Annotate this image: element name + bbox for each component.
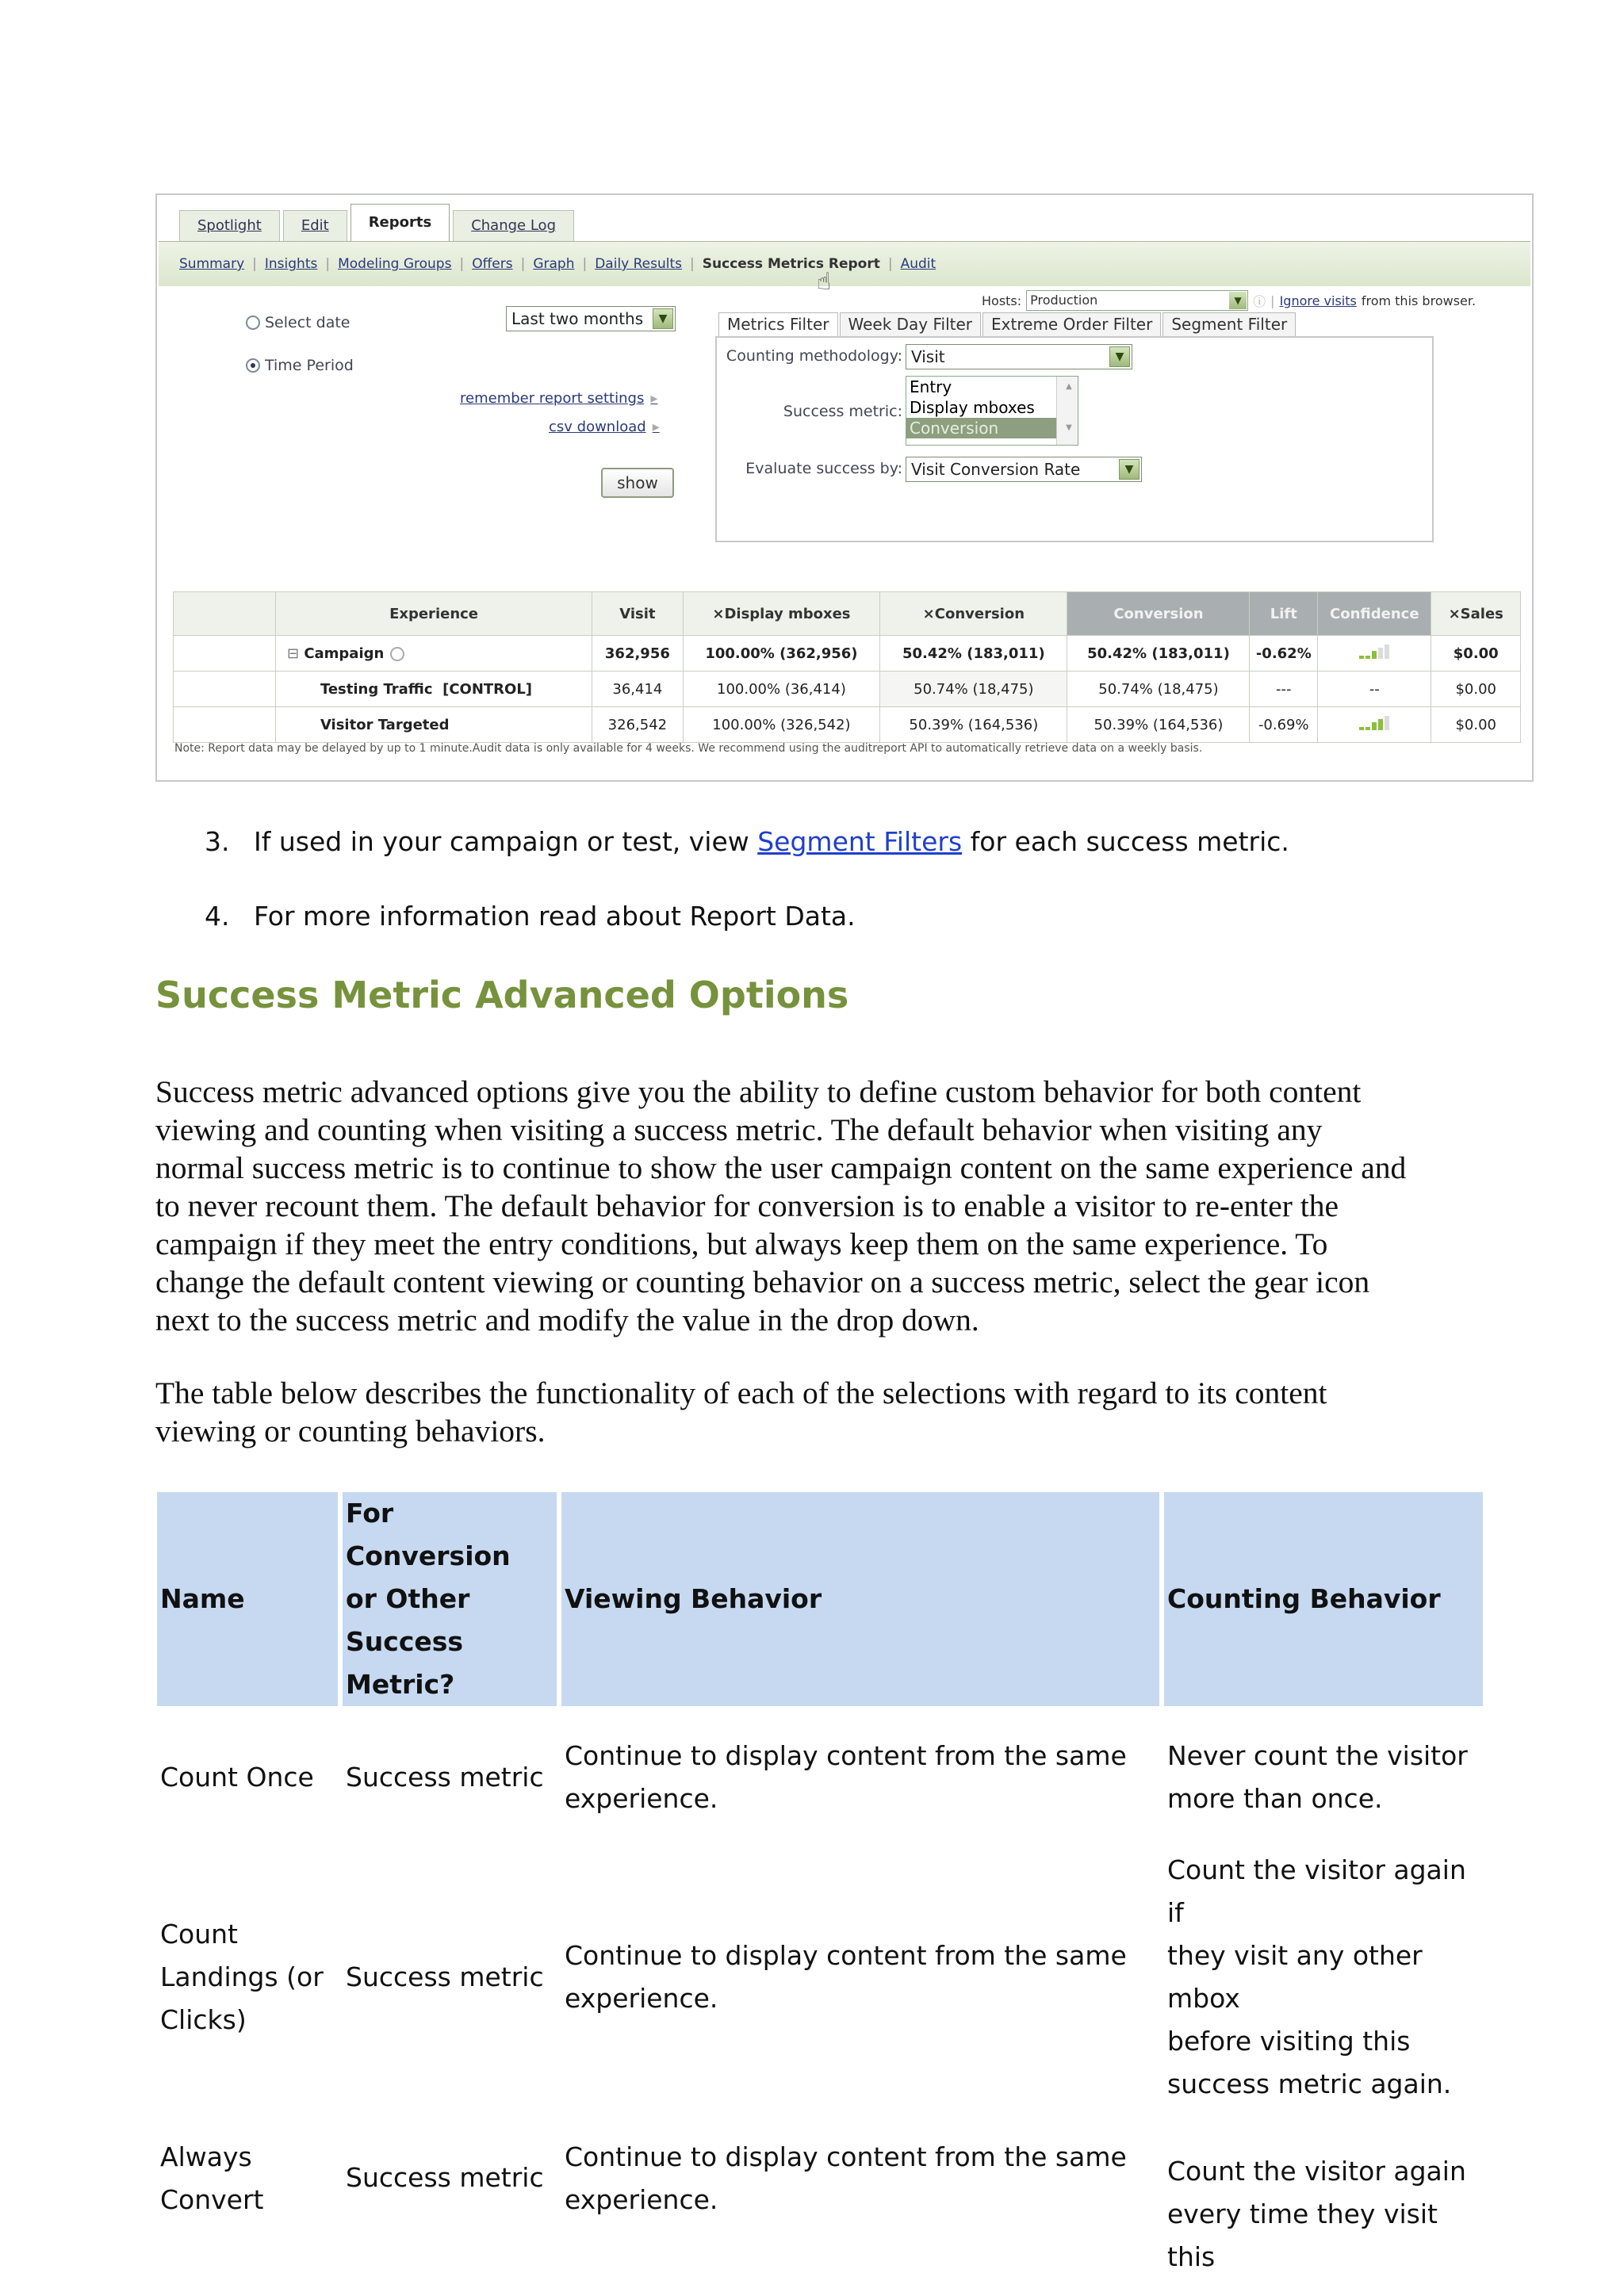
counting-label: Counting methodology:: [726, 347, 902, 365]
table-row: Always Convert Success metric Continue to display content from the same experience. Count the visitor again every time they visit this: [160, 2141, 1466, 2272]
radio-circle-icon: [246, 316, 260, 330]
subnav-success-metrics-report[interactable]: Success Metrics Report: [702, 256, 880, 272]
hosts-row: Hosts: Production ▼ ⓘ | Ignore visits from this browser.: [982, 290, 1476, 311]
col-lift[interactable]: Lift: [1250, 592, 1318, 636]
header-conversion-or-other: For Conversion or Other Success Metric?: [343, 1492, 557, 1706]
subnav-daily-results[interactable]: Daily Results: [595, 256, 683, 272]
results-table: [173, 591, 1521, 743]
counting-select[interactable]: [906, 344, 1132, 369]
paragraph-table-intro: The table below describes the functionality of each of the selections with regard to its content viewing or counting behaviors.: [155, 1376, 1327, 1448]
collapse-icon[interactable]: ⊟: [286, 645, 300, 662]
segment-filters-link[interactable]: Segment Filters: [757, 826, 963, 857]
period-value: Last two months: [511, 309, 644, 328]
success-metric-label: Success metric:: [783, 403, 902, 420]
report-note: Note: Report data may be delayed by up to 1 minute.Audit data is only available for 4 weeks. We recommend using the auditreport API to automatically retrieve data on a weekly basis.: [174, 742, 1203, 755]
subnav-modeling-groups[interactable]: Modeling Groups: [338, 256, 452, 272]
tab-change-log[interactable]: Change Log: [453, 210, 574, 241]
chevron-down-icon: ▼: [1119, 459, 1139, 480]
period-select[interactable]: [506, 306, 676, 331]
radio-selected-icon: [246, 358, 260, 373]
table-row: Count Once Success metric Continue to display content from the same experience. Never count the visitor more than once.: [160, 1740, 1468, 1814]
option-display-mboxes[interactable]: Display mboxes: [910, 398, 1035, 417]
header-counting-behavior: Counting Behavior: [1164, 1492, 1483, 1706]
chevron-down-icon: ▼: [653, 308, 673, 329]
confidence-bars-icon: [1359, 645, 1389, 659]
ignore-visits-suffix: from this browser.: [1361, 293, 1477, 308]
subnav-audit[interactable]: Audit: [900, 256, 936, 272]
show-button[interactable]: show: [601, 468, 674, 498]
col-sales[interactable]: ×Sales: [1431, 592, 1521, 636]
options-table: [152, 1492, 1488, 2282]
tab-metrics-filter[interactable]: Metrics Filter: [718, 312, 838, 337]
time-period-label: Time Period: [265, 357, 354, 374]
csv-download-link[interactable]: csv download ▸: [549, 419, 660, 435]
report-screenshot: [155, 193, 1534, 782]
hosts-label: Hosts:: [982, 293, 1022, 308]
select-date-radio[interactable]: [246, 314, 350, 331]
tab-segment-filter[interactable]: Segment Filter: [1162, 312, 1296, 337]
tab-spotlight[interactable]: Spotlight: [179, 210, 280, 241]
report-subnav: Summary | Insights | Modeling Groups | Offers | Graph | Daily Results | Success Metrics Report | Audit: [159, 241, 1530, 286]
table-row: Count Landings (or Clicks) Success metric Continue to display content from the same experience. Count the visitor again if they visit any other mbox before visiting this success metric again.: [160, 1854, 1466, 2099]
subnav-insights[interactable]: Insights: [264, 256, 318, 272]
header-viewing-behavior: Viewing Behavior: [561, 1492, 1159, 1706]
subnav-summary[interactable]: Summary: [179, 256, 245, 272]
table-row: ⊟ Campaign 362,956 100.00% (362,956) 50.42% (183,011) 50.42% (183,011) -0.62% $0.00: [174, 636, 1521, 672]
success-metric-listbox[interactable]: [906, 376, 1078, 446]
chevron-down-icon: ▼: [1109, 346, 1130, 367]
main-tabs: [179, 203, 577, 241]
tab-reports[interactable]: Reports: [350, 204, 450, 241]
hand-cursor-icon: ☝: [817, 268, 832, 296]
hosts-value: Production: [1030, 293, 1098, 308]
header-name: Name: [157, 1492, 338, 1706]
evaluate-value: Visit Conversion Rate: [911, 460, 1081, 479]
subnav-graph[interactable]: Graph: [533, 256, 575, 272]
help-icon[interactable]: ⓘ: [1253, 293, 1266, 309]
remember-settings-link[interactable]: remember report settings ▸: [460, 390, 658, 407]
col-experience: Experience: [275, 592, 592, 636]
option-conversion[interactable]: Conversion: [906, 418, 1057, 438]
ignore-visits-link[interactable]: Ignore visits: [1279, 293, 1357, 308]
table-row: Testing Traffic [CONTROL] 36,414 100.00% (36,414) 50.74% (18,475) 50.74% (18,475) --- -- $0.00: [174, 672, 1521, 707]
option-entry[interactable]: Entry: [910, 377, 952, 396]
col-xconversion[interactable]: ×Conversion: [880, 592, 1067, 636]
time-period-radio[interactable]: [246, 357, 354, 374]
tab-extreme-order-filter[interactable]: Extreme Order Filter: [982, 312, 1161, 337]
tab-week-day-filter[interactable]: Week Day Filter: [840, 312, 982, 337]
select-date-label: Select date: [265, 314, 350, 331]
table-row: Visitor Targeted 326,542 100.00% (326,542) 50.39% (164,536) 50.39% (164,536) -0.69% $0.00: [174, 707, 1521, 743]
section-heading: Success Metric Advanced Options: [155, 974, 849, 1016]
counting-value: Visit: [911, 347, 945, 366]
confidence-bars-icon: [1359, 716, 1389, 730]
chevron-down-icon: ▼: [1229, 292, 1247, 309]
evaluate-select[interactable]: [906, 457, 1142, 482]
gear-icon[interactable]: [390, 647, 404, 661]
hosts-select[interactable]: [1026, 290, 1248, 311]
col-display-mboxes[interactable]: ×Display mboxes: [683, 592, 880, 636]
tab-edit[interactable]: Edit: [283, 210, 347, 241]
filter-tabs: [718, 312, 1297, 337]
evaluate-label: Evaluate success by:: [745, 460, 902, 477]
subnav-offers[interactable]: Offers: [472, 256, 513, 272]
col-conversion[interactable]: Conversion: [1067, 592, 1250, 636]
col-visit[interactable]: Visit: [592, 592, 684, 636]
scrollbar[interactable]: ▲ ▼: [1056, 377, 1078, 445]
paragraph-advanced-options: Success metric advanced options give you the ability to define custom behavior for both content viewing and counting when visiting a success metric. The default behavior when visiting any normal success metric is to continue to show the user campaign content on the same experience and to never recount them. The default behavior for conversion is to enable a visitor to re-enter the campaign if they meet the entry conditions, but always keep them on the same experience. To change the default content viewing or counting behavior on a success metric, select the gear icon next to the success metric and modify the value in the drop down.: [155, 1074, 1407, 1337]
col-confidence[interactable]: Confidence: [1318, 592, 1431, 636]
